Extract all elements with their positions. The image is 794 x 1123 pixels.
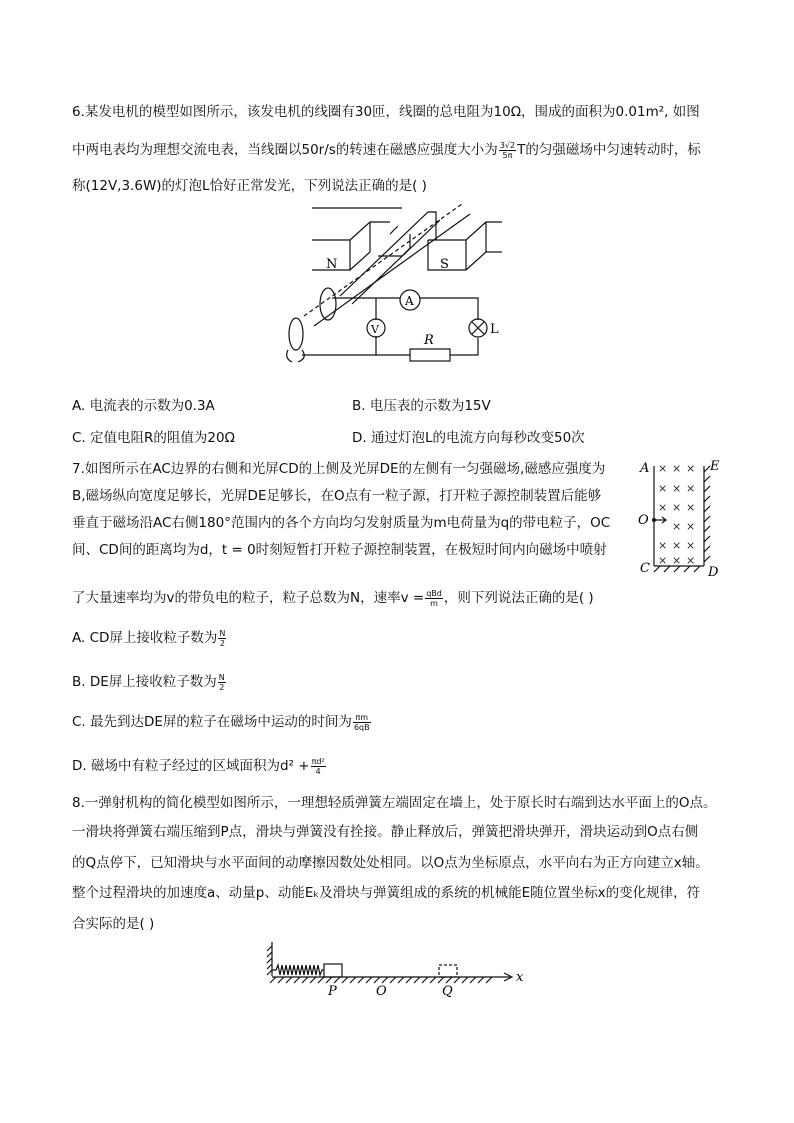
svg-text:×: × — [686, 501, 696, 514]
q7-option-a: A. CD屏上接收粒子数为 $\frac{N}{2}$ — [72, 628, 226, 648]
q7-label-D: D — [708, 565, 719, 580]
q7-option-d: D. 磁场中有粒子经过的区域面积为d² + $\frac{\text{πd²}}{4}$ — [72, 756, 325, 776]
q6-stem-line1: 6.某发电机的模型如图所示，该发电机的线圈有30匝，线圈的总电阻为10Ω，围成的面积为0.01m², 如图 — [72, 104, 700, 120]
q7-option-b-fraction: $\frac{N}{2}$ — [218, 672, 225, 692]
q7-option-b: B. DE屏上接收粒子数为 $\frac{N}{2}$ — [72, 672, 225, 692]
q7-label-C: C — [640, 561, 650, 576]
q6-label-R: R — [424, 333, 434, 348]
q6-option-c: C. 定值电阻R的阻值为20Ω — [72, 430, 235, 446]
q7-magnetic-field-figure — [636, 456, 726, 580]
q6-stem-line2-part1: 中两电表均为理想交流电表，当线圈以50r/s的转速在磁感应强度大小为 — [72, 142, 498, 158]
q6-label-A: A — [405, 294, 414, 308]
q8-spring-figure — [262, 938, 532, 1000]
svg-text:×: × — [672, 482, 682, 495]
svg-text:×: × — [672, 520, 682, 533]
q8-stem-line3: 的Q点停下，已知滑块与水平面间的动摩擦因数处处相同。以O点为坐标原点，水平向右为正方向建立x轴。 — [72, 855, 709, 871]
q6-option-b: B. 电压表的示数为15V — [352, 398, 491, 414]
svg-text:×: × — [672, 539, 682, 552]
svg-text:×: × — [658, 501, 668, 514]
q7-stem-line5-part1: 了大量速率均为v的带负电的粒子，粒子总数为N，速率v = — [72, 590, 425, 606]
svg-text:×: × — [672, 554, 682, 567]
q7-option-c: C. 最先到达DE屏的粒子在磁场中运动的时间为 $\frac{\pi m}{6qB}$ — [72, 712, 370, 732]
q6-stem-line2 — [72, 140, 701, 160]
q6-option-d: D. 通过灯泡L的电流方向每秒改变50次 — [352, 430, 585, 446]
q8-stem-line2: 一滑块将弹簧右端压缩到P点，滑块与弹簧没有拴接。静止释放后，弹簧把滑块弹开，滑块运动到O点右侧 — [72, 824, 699, 840]
q8-label-P: P — [328, 984, 337, 999]
q6-generator-figure — [280, 200, 520, 370]
svg-text:×: × — [686, 482, 696, 495]
q6-label-V: V — [371, 323, 379, 336]
svg-text:×: × — [658, 554, 668, 567]
svg-text:×: × — [686, 539, 696, 552]
q7-label-A: A — [640, 461, 650, 476]
q7-stem-line5 — [72, 588, 594, 608]
q7-stem-line1: 7.如图所示在AC边界的右侧和光屏CD的上侧及光屏DE的左侧有一匀强磁场,磁感应强度为 — [72, 461, 606, 477]
q8-label-O: O — [376, 984, 387, 999]
q8-label-x: x — [516, 970, 524, 985]
q8-stem-line5: 合实际的是( ) — [72, 916, 155, 932]
q8-stem-line1: 8.一弹射机构的简化模型如图所示，一理想轻质弹簧左端固定在墙上，处于原长时右端到达水平面上的O点。 — [72, 795, 717, 811]
svg-text:×: × — [658, 482, 668, 495]
q7-stem-line4: 间、CD间的距离均为d，t = 0时刻短暂打开粒子源控制装置，在极短时间内向磁场中喷射 — [72, 542, 607, 558]
q8-label-Q: Q — [442, 984, 453, 999]
q7-stem-line2: B,磁场纵向宽度足够长，光屏DE足够长，在O点有一粒子源，打开粒子源控制装置后能够 — [72, 488, 602, 504]
q6-label-N: N — [326, 257, 338, 272]
q7-option-a-fraction: $\frac{N}{2}$ — [219, 628, 226, 648]
q7-stem-line3: 垂直于磁场沿AC右侧180°范围内的各个方向均匀发射质量为m电荷量为q的带电粒子，OC — [72, 515, 611, 531]
q6-field-fraction: $\frac{3√2}{5\pi}$ — [499, 140, 516, 160]
q7-option-d-fraction: $\frac{\text{πd²}}{4}$ — [311, 756, 325, 776]
svg-text:×: × — [672, 501, 682, 514]
svg-text:×: × — [658, 539, 668, 552]
svg-text:×: × — [686, 462, 696, 475]
q6-label-L: L — [490, 322, 499, 337]
q6-option-a: A. 电流表的示数为0.3A — [72, 398, 215, 414]
q6-stem-line2-part2: T的匀强磁场中匀速转动时，标 — [517, 142, 701, 158]
svg-text:×: × — [686, 554, 696, 567]
q7-label-E: E — [710, 459, 720, 474]
q7-field-crosses — [658, 462, 695, 567]
q7-field-fraction: $\frac{\text{qBd}}{m}$ — [426, 588, 442, 608]
svg-text:×: × — [672, 462, 682, 475]
svg-text:×: × — [658, 462, 668, 475]
svg-text:×: × — [686, 520, 696, 533]
q8-stem-line4: 整个过程滑块的加速度a、动量p、动能Eₖ及滑块与弹簧组成的系统的机械能E随位置坐标x的变化规律，符 — [72, 885, 701, 901]
q6-stem-line3: 称(12V,3.6W)的灯泡L恰好正常发光，下列说法正确的是( ) — [72, 178, 427, 194]
q7-label-O: O — [638, 513, 649, 528]
q7-option-c-fraction: $\frac{\pi m}{6qB}$ — [353, 712, 370, 732]
q6-label-S: S — [440, 257, 449, 272]
q7-stem-line5-part2: ，则下列说法正确的是( ) — [443, 590, 594, 606]
